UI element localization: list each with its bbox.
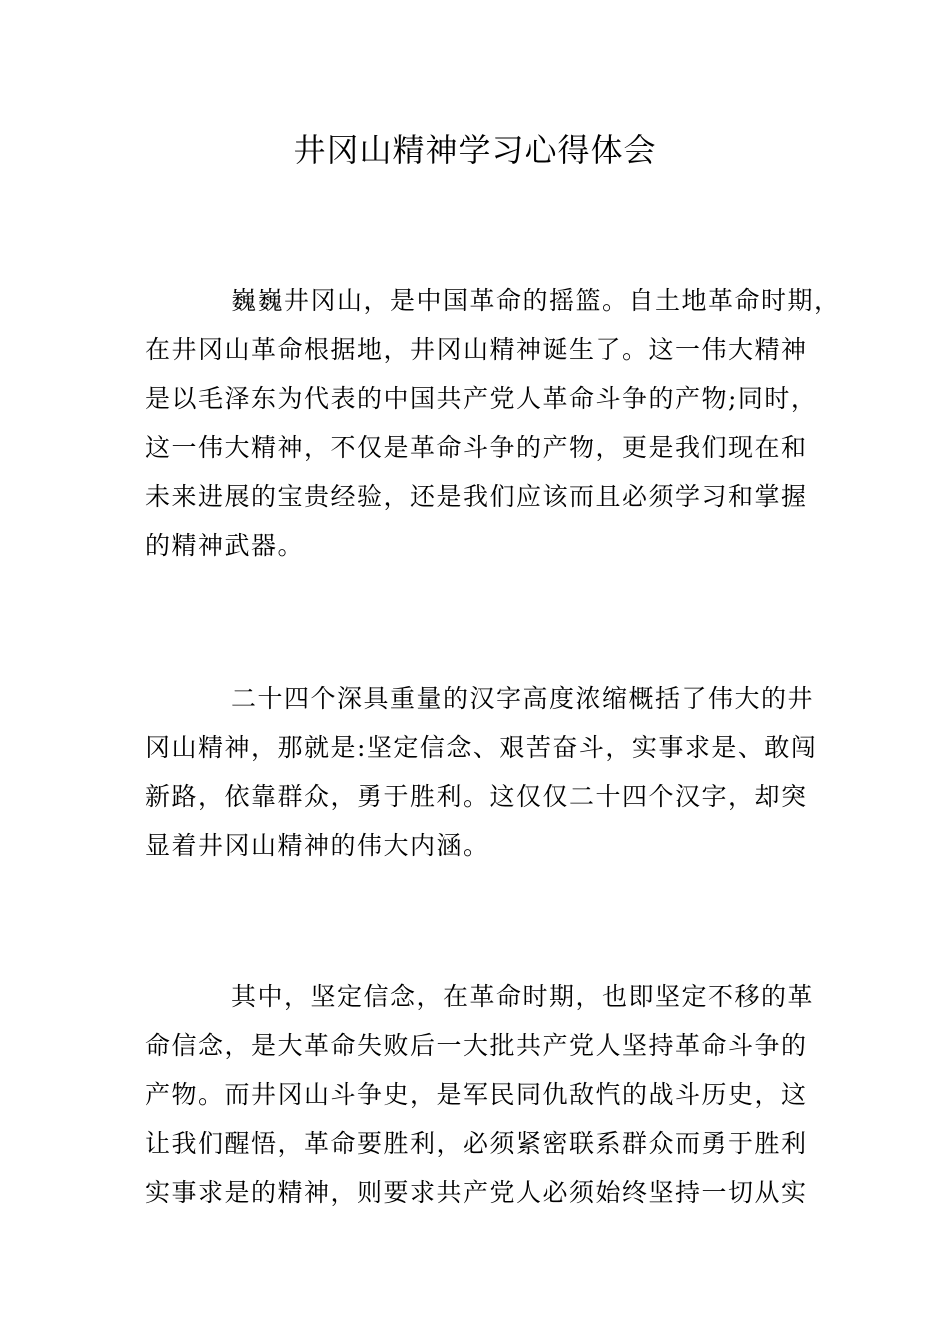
page-title: 井冈山精神学习心得体会 [293, 131, 657, 169]
paragraph-line: 未来进展的宝贵经验，还是我们应该而且必须学习和掌握 [145, 482, 808, 511]
paragraph-line: 显着井冈山精神的伟大内涵。 [145, 831, 490, 860]
paragraph-line: 巍巍井冈山，是中国革命的摇篮。自土地革命时期， [231, 286, 841, 315]
paragraph-line: 这一伟大精神，不仅是革命斗争的产物，更是我们现在和 [145, 433, 808, 462]
paragraph-line: 新路，依靠群众，勇于胜利。这仅仅二十四个汉字，却突 [145, 782, 808, 811]
paragraph-line: 在井冈山革命根据地，井冈山精神诞生了。这一伟大精神 [145, 335, 808, 364]
paragraph-1 [145, 276, 841, 570]
paragraph-3 [145, 972, 825, 1217]
paragraph-2 [145, 674, 825, 870]
paragraph-line: 其中，坚定信念，在革命时期，也即坚定不移的革 [231, 982, 815, 1011]
paragraph-line: 是以毛泽东为代表的中国共产党人革命斗争的产物;同时， [145, 384, 818, 413]
paragraph-line: 命信念，是大革命失败后一大批共产党人坚持革命斗争的 [145, 1031, 808, 1060]
paragraph-line: 产物。而井冈山斗争史，是军民同仇敌忾的战斗历史，这 [145, 1080, 808, 1109]
paragraph-line: 的精神武器。 [145, 531, 305, 560]
paragraph-line: 让我们醒悟，革命要胜利，必须紧密联系群众而勇于胜利 [145, 1129, 808, 1158]
paragraph-line: 冈山精神，那就是:坚定信念、艰苦奋斗，实事求是、敢闯 [145, 733, 818, 762]
paragraph-line: 二十四个深具重量的汉字高度浓缩概括了伟大的井 [231, 684, 815, 713]
paragraph-line: 实事求是的精神，则要求共产党人必须始终坚持一切从实 [145, 1178, 808, 1207]
